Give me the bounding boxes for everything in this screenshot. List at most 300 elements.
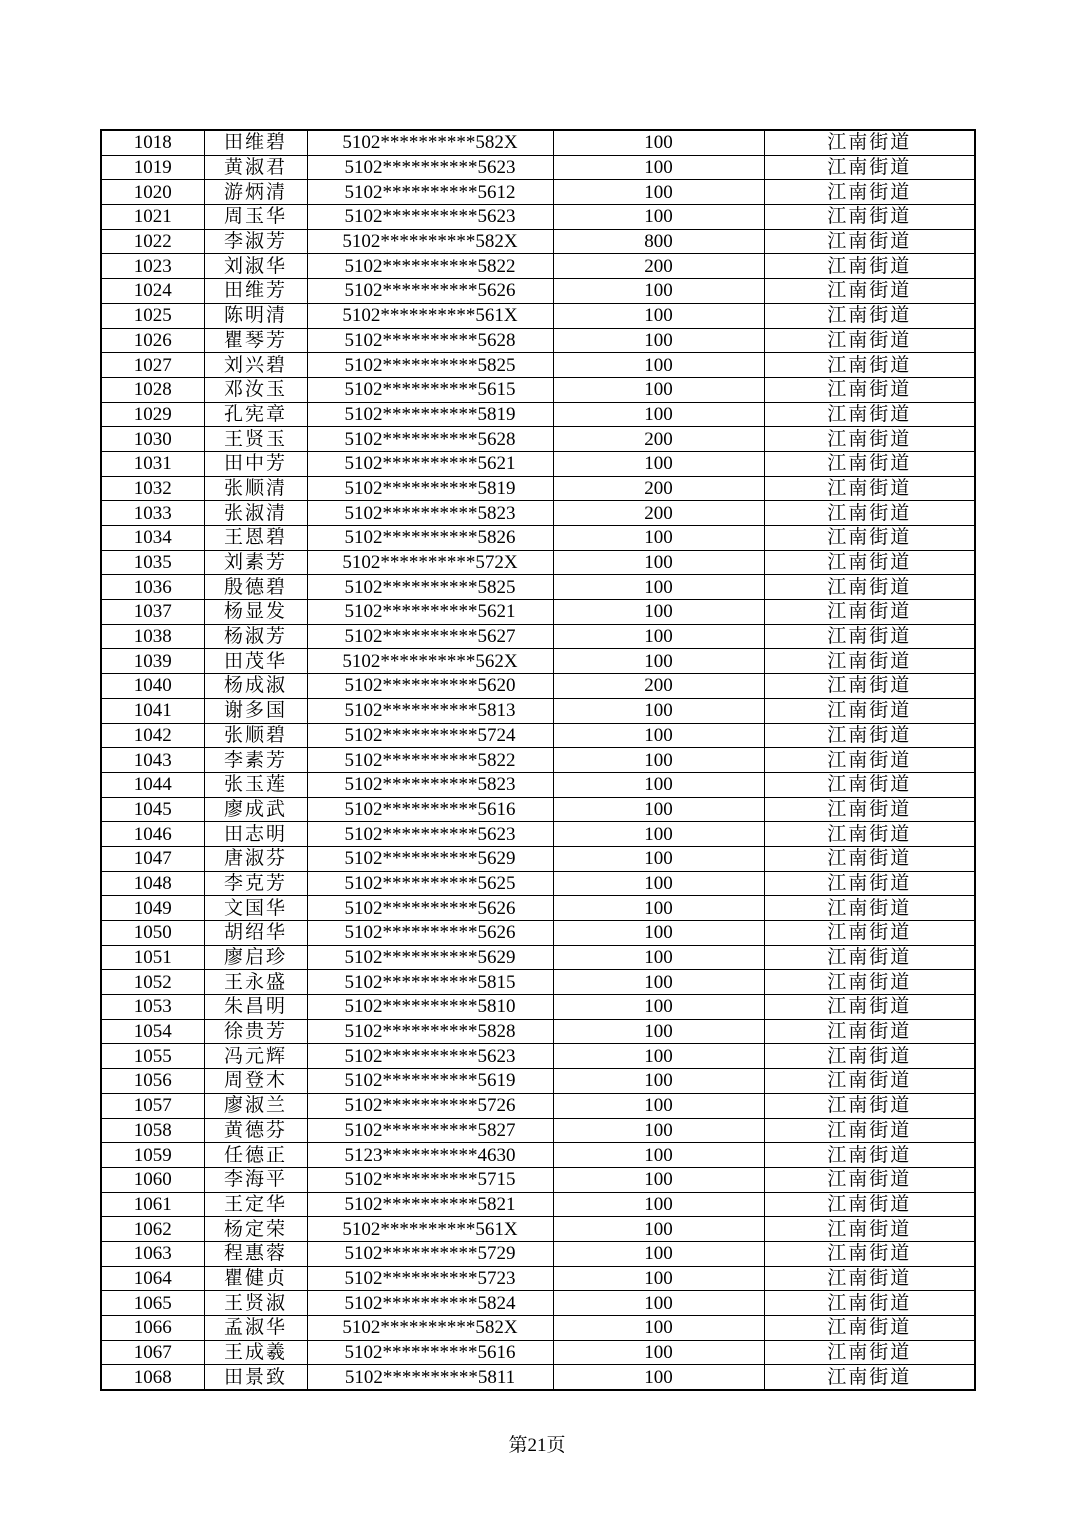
name-cell: 孔宪章 bbox=[204, 402, 307, 427]
street-cell: 江南街道 bbox=[764, 575, 975, 600]
row-number-cell: 1023 bbox=[101, 254, 204, 279]
id-number-cell: 5102**********5821 bbox=[307, 1192, 553, 1217]
table-row bbox=[101, 180, 975, 205]
street-cell: 江南街道 bbox=[764, 1316, 975, 1341]
row-number-cell: 1067 bbox=[101, 1340, 204, 1365]
id-number-cell: 5102**********5626 bbox=[307, 921, 553, 946]
street-cell: 江南街道 bbox=[764, 130, 975, 155]
table-row bbox=[101, 1192, 975, 1217]
amount-cell: 100 bbox=[553, 624, 764, 649]
table-row bbox=[101, 1143, 975, 1168]
amount-cell: 100 bbox=[553, 402, 764, 427]
id-number-cell: 5102**********5813 bbox=[307, 698, 553, 723]
table-row bbox=[101, 1118, 975, 1143]
amount-cell: 100 bbox=[553, 822, 764, 847]
street-cell: 江南街道 bbox=[764, 1143, 975, 1168]
row-number-cell: 1038 bbox=[101, 624, 204, 649]
street-cell: 江南街道 bbox=[764, 254, 975, 279]
row-number-cell: 1055 bbox=[101, 1044, 204, 1069]
id-number-cell: 5102**********5729 bbox=[307, 1241, 553, 1266]
id-number-cell: 5102**********5623 bbox=[307, 1044, 553, 1069]
name-cell: 刘素芳 bbox=[204, 550, 307, 575]
id-number-cell: 5102**********5826 bbox=[307, 526, 553, 551]
row-number-cell: 1026 bbox=[101, 328, 204, 353]
street-cell: 江南街道 bbox=[764, 822, 975, 847]
id-number-cell: 5102**********5623 bbox=[307, 155, 553, 180]
table-row bbox=[101, 1365, 975, 1390]
amount-cell: 100 bbox=[553, 328, 764, 353]
table-row bbox=[101, 254, 975, 279]
id-number-cell: 5102**********5715 bbox=[307, 1167, 553, 1192]
amount-cell: 100 bbox=[553, 1167, 764, 1192]
table-row bbox=[101, 822, 975, 847]
name-cell: 瞿健贞 bbox=[204, 1266, 307, 1291]
amount-cell: 100 bbox=[553, 772, 764, 797]
street-cell: 江南街道 bbox=[764, 871, 975, 896]
table-row bbox=[101, 155, 975, 180]
name-cell: 孟淑华 bbox=[204, 1316, 307, 1341]
street-cell: 江南街道 bbox=[764, 674, 975, 699]
table-body bbox=[101, 130, 975, 1390]
id-number-cell: 5102**********5616 bbox=[307, 797, 553, 822]
name-cell: 田维芳 bbox=[204, 279, 307, 304]
table-row bbox=[101, 501, 975, 526]
name-cell: 廖启珍 bbox=[204, 945, 307, 970]
row-number-cell: 1024 bbox=[101, 279, 204, 304]
amount-cell: 100 bbox=[553, 279, 764, 304]
id-number-cell: 5102**********5615 bbox=[307, 377, 553, 402]
amount-cell: 100 bbox=[553, 1118, 764, 1143]
amount-cell: 200 bbox=[553, 674, 764, 699]
id-number-cell: 5102**********5819 bbox=[307, 402, 553, 427]
table-row bbox=[101, 1340, 975, 1365]
amount-cell: 100 bbox=[553, 871, 764, 896]
amount-cell: 100 bbox=[553, 698, 764, 723]
amount-cell: 100 bbox=[553, 130, 764, 155]
table-row bbox=[101, 921, 975, 946]
row-number-cell: 1062 bbox=[101, 1217, 204, 1242]
name-cell: 张玉莲 bbox=[204, 772, 307, 797]
amount-cell: 100 bbox=[553, 1217, 764, 1242]
street-cell: 江南街道 bbox=[764, 1167, 975, 1192]
table-row bbox=[101, 871, 975, 896]
name-cell: 李海平 bbox=[204, 1167, 307, 1192]
row-number-cell: 1058 bbox=[101, 1118, 204, 1143]
amount-cell: 100 bbox=[553, 1069, 764, 1094]
street-cell: 江南街道 bbox=[764, 1241, 975, 1266]
table-row bbox=[101, 624, 975, 649]
name-cell: 王定华 bbox=[204, 1192, 307, 1217]
id-number-cell: 5102**********5819 bbox=[307, 476, 553, 501]
id-number-cell: 5102**********5824 bbox=[307, 1291, 553, 1316]
table-row bbox=[101, 427, 975, 452]
table-row bbox=[101, 945, 975, 970]
id-number-cell: 5102**********582X bbox=[307, 1316, 553, 1341]
street-cell: 江南街道 bbox=[764, 1019, 975, 1044]
name-cell: 陈明清 bbox=[204, 303, 307, 328]
table-row bbox=[101, 377, 975, 402]
row-number-cell: 1027 bbox=[101, 353, 204, 378]
street-cell: 江南街道 bbox=[764, 427, 975, 452]
amount-cell: 100 bbox=[553, 846, 764, 871]
row-number-cell: 1051 bbox=[101, 945, 204, 970]
row-number-cell: 1035 bbox=[101, 550, 204, 575]
name-cell: 田景致 bbox=[204, 1365, 307, 1390]
street-cell: 江南街道 bbox=[764, 550, 975, 575]
row-number-cell: 1052 bbox=[101, 970, 204, 995]
table-row bbox=[101, 723, 975, 748]
amount-cell: 100 bbox=[553, 1019, 764, 1044]
row-number-cell: 1066 bbox=[101, 1316, 204, 1341]
row-number-cell: 1018 bbox=[101, 130, 204, 155]
street-cell: 江南街道 bbox=[764, 896, 975, 921]
name-cell: 刘淑华 bbox=[204, 254, 307, 279]
street-cell: 江南街道 bbox=[764, 748, 975, 773]
row-number-cell: 1068 bbox=[101, 1365, 204, 1390]
street-cell: 江南街道 bbox=[764, 846, 975, 871]
amount-cell: 100 bbox=[553, 1365, 764, 1390]
amount-cell: 100 bbox=[553, 451, 764, 476]
street-cell: 江南街道 bbox=[764, 526, 975, 551]
amount-cell: 100 bbox=[553, 353, 764, 378]
street-cell: 江南街道 bbox=[764, 180, 975, 205]
street-cell: 江南街道 bbox=[764, 1093, 975, 1118]
amount-cell: 100 bbox=[553, 1266, 764, 1291]
street-cell: 江南街道 bbox=[764, 1069, 975, 1094]
name-cell: 杨定荣 bbox=[204, 1217, 307, 1242]
name-cell: 王成羲 bbox=[204, 1340, 307, 1365]
table-row bbox=[101, 303, 975, 328]
amount-cell: 100 bbox=[553, 896, 764, 921]
id-number-cell: 5102**********582X bbox=[307, 229, 553, 254]
page-number: 第21页 bbox=[508, 1435, 566, 1456]
id-number-cell: 5102**********5828 bbox=[307, 1019, 553, 1044]
table-row bbox=[101, 130, 975, 155]
id-number-cell: 5102**********5623 bbox=[307, 205, 553, 230]
street-cell: 江南街道 bbox=[764, 402, 975, 427]
amount-cell: 100 bbox=[553, 748, 764, 773]
name-cell: 程惠蓉 bbox=[204, 1241, 307, 1266]
row-number-cell: 1053 bbox=[101, 995, 204, 1020]
name-cell: 田中芳 bbox=[204, 451, 307, 476]
row-number-cell: 1061 bbox=[101, 1192, 204, 1217]
id-number-cell: 5123**********4630 bbox=[307, 1143, 553, 1168]
table-row bbox=[101, 1217, 975, 1242]
row-number-cell: 1028 bbox=[101, 377, 204, 402]
name-cell: 游炳清 bbox=[204, 180, 307, 205]
amount-cell: 100 bbox=[553, 797, 764, 822]
row-number-cell: 1056 bbox=[101, 1069, 204, 1094]
row-number-cell: 1049 bbox=[101, 896, 204, 921]
id-number-cell: 5102**********572X bbox=[307, 550, 553, 575]
table-row bbox=[101, 328, 975, 353]
table-row bbox=[101, 970, 975, 995]
name-cell: 徐贵芳 bbox=[204, 1019, 307, 1044]
table-row bbox=[101, 526, 975, 551]
row-number-cell: 1029 bbox=[101, 402, 204, 427]
name-cell: 王恩碧 bbox=[204, 526, 307, 551]
name-cell: 殷德碧 bbox=[204, 575, 307, 600]
name-cell: 邓汝玉 bbox=[204, 377, 307, 402]
table-row bbox=[101, 1266, 975, 1291]
name-cell: 田茂华 bbox=[204, 649, 307, 674]
row-number-cell: 1041 bbox=[101, 698, 204, 723]
name-cell: 田志明 bbox=[204, 822, 307, 847]
street-cell: 江南街道 bbox=[764, 229, 975, 254]
table-row bbox=[101, 600, 975, 625]
amount-cell: 100 bbox=[553, 550, 764, 575]
table-row bbox=[101, 1316, 975, 1341]
amount-cell: 100 bbox=[553, 723, 764, 748]
table-row bbox=[101, 451, 975, 476]
id-number-cell: 5102**********5825 bbox=[307, 353, 553, 378]
row-number-cell: 1048 bbox=[101, 871, 204, 896]
id-number-cell: 5102**********5625 bbox=[307, 871, 553, 896]
name-cell: 冯元辉 bbox=[204, 1044, 307, 1069]
row-number-cell: 1032 bbox=[101, 476, 204, 501]
street-cell: 江南街道 bbox=[764, 1365, 975, 1390]
id-number-cell: 5102**********5627 bbox=[307, 624, 553, 649]
table-row bbox=[101, 772, 975, 797]
row-number-cell: 1021 bbox=[101, 205, 204, 230]
name-cell: 张淑清 bbox=[204, 501, 307, 526]
street-cell: 江南街道 bbox=[764, 1118, 975, 1143]
table-row bbox=[101, 995, 975, 1020]
id-number-cell: 5102**********5616 bbox=[307, 1340, 553, 1365]
row-number-cell: 1034 bbox=[101, 526, 204, 551]
table-row bbox=[101, 797, 975, 822]
street-cell: 江南街道 bbox=[764, 1340, 975, 1365]
amount-cell: 100 bbox=[553, 155, 764, 180]
table-row bbox=[101, 1019, 975, 1044]
row-number-cell: 1063 bbox=[101, 1241, 204, 1266]
table-row bbox=[101, 1167, 975, 1192]
id-number-cell: 5102**********5823 bbox=[307, 501, 553, 526]
row-number-cell: 1046 bbox=[101, 822, 204, 847]
amount-cell: 200 bbox=[553, 427, 764, 452]
row-number-cell: 1045 bbox=[101, 797, 204, 822]
table-row bbox=[101, 748, 975, 773]
amount-cell: 100 bbox=[553, 575, 764, 600]
row-number-cell: 1030 bbox=[101, 427, 204, 452]
street-cell: 江南街道 bbox=[764, 476, 975, 501]
name-cell: 王贤淑 bbox=[204, 1291, 307, 1316]
name-cell: 唐淑芬 bbox=[204, 846, 307, 871]
id-number-cell: 5102**********561X bbox=[307, 1217, 553, 1242]
table-row bbox=[101, 229, 975, 254]
street-cell: 江南街道 bbox=[764, 205, 975, 230]
street-cell: 江南街道 bbox=[764, 723, 975, 748]
amount-cell: 100 bbox=[553, 303, 764, 328]
row-number-cell: 1047 bbox=[101, 846, 204, 871]
row-number-cell: 1050 bbox=[101, 921, 204, 946]
id-number-cell: 5102**********5810 bbox=[307, 995, 553, 1020]
name-cell: 张顺清 bbox=[204, 476, 307, 501]
row-number-cell: 1037 bbox=[101, 600, 204, 625]
amount-cell: 100 bbox=[553, 921, 764, 946]
name-cell: 廖成武 bbox=[204, 797, 307, 822]
id-number-cell: 5102**********5628 bbox=[307, 328, 553, 353]
name-cell: 李克芳 bbox=[204, 871, 307, 896]
id-number-cell: 5102**********5626 bbox=[307, 279, 553, 304]
table-row bbox=[101, 1241, 975, 1266]
amount-cell: 100 bbox=[553, 1316, 764, 1341]
street-cell: 江南街道 bbox=[764, 1217, 975, 1242]
id-number-cell: 5102**********5619 bbox=[307, 1069, 553, 1094]
street-cell: 江南街道 bbox=[764, 353, 975, 378]
row-number-cell: 1020 bbox=[101, 180, 204, 205]
name-cell: 张顺碧 bbox=[204, 723, 307, 748]
street-cell: 江南街道 bbox=[764, 328, 975, 353]
name-cell: 李素芳 bbox=[204, 748, 307, 773]
street-cell: 江南街道 bbox=[764, 451, 975, 476]
name-cell: 王贤玉 bbox=[204, 427, 307, 452]
table-row bbox=[101, 1093, 975, 1118]
id-number-cell: 5102**********5827 bbox=[307, 1118, 553, 1143]
row-number-cell: 1044 bbox=[101, 772, 204, 797]
table-row bbox=[101, 1069, 975, 1094]
id-number-cell: 5102**********562X bbox=[307, 649, 553, 674]
street-cell: 江南街道 bbox=[764, 1192, 975, 1217]
amount-cell: 100 bbox=[553, 1093, 764, 1118]
id-number-cell: 5102**********5623 bbox=[307, 822, 553, 847]
amount-cell: 100 bbox=[553, 526, 764, 551]
amount-cell: 100 bbox=[553, 649, 764, 674]
street-cell: 江南街道 bbox=[764, 698, 975, 723]
row-number-cell: 1057 bbox=[101, 1093, 204, 1118]
street-cell: 江南街道 bbox=[764, 945, 975, 970]
table-row bbox=[101, 279, 975, 304]
row-number-cell: 1042 bbox=[101, 723, 204, 748]
table-row bbox=[101, 402, 975, 427]
table-row bbox=[101, 205, 975, 230]
name-cell: 黄淑君 bbox=[204, 155, 307, 180]
street-cell: 江南街道 bbox=[764, 921, 975, 946]
table-row bbox=[101, 674, 975, 699]
street-cell: 江南街道 bbox=[764, 797, 975, 822]
name-cell: 朱昌明 bbox=[204, 995, 307, 1020]
row-number-cell: 1060 bbox=[101, 1167, 204, 1192]
table-row bbox=[101, 1291, 975, 1316]
name-cell: 周登木 bbox=[204, 1069, 307, 1094]
amount-cell: 100 bbox=[553, 600, 764, 625]
row-number-cell: 1040 bbox=[101, 674, 204, 699]
amount-cell: 100 bbox=[553, 1241, 764, 1266]
street-cell: 江南街道 bbox=[764, 1044, 975, 1069]
id-number-cell: 5102**********5620 bbox=[307, 674, 553, 699]
name-cell: 杨淑芳 bbox=[204, 624, 307, 649]
street-cell: 江南街道 bbox=[764, 600, 975, 625]
id-number-cell: 5102**********5629 bbox=[307, 846, 553, 871]
name-cell: 刘兴碧 bbox=[204, 353, 307, 378]
row-number-cell: 1022 bbox=[101, 229, 204, 254]
amount-cell: 100 bbox=[553, 1291, 764, 1316]
name-cell: 瞿琴芳 bbox=[204, 328, 307, 353]
street-cell: 江南街道 bbox=[764, 1291, 975, 1316]
name-cell: 田维碧 bbox=[204, 130, 307, 155]
amount-cell: 200 bbox=[553, 501, 764, 526]
id-number-cell: 5102**********5621 bbox=[307, 600, 553, 625]
table-row bbox=[101, 846, 975, 871]
name-cell: 李淑芳 bbox=[204, 229, 307, 254]
table-row bbox=[101, 649, 975, 674]
id-number-cell: 5102**********5822 bbox=[307, 254, 553, 279]
name-cell: 谢多国 bbox=[204, 698, 307, 723]
amount-cell: 100 bbox=[553, 180, 764, 205]
row-number-cell: 1036 bbox=[101, 575, 204, 600]
amount-cell: 100 bbox=[553, 377, 764, 402]
table-row bbox=[101, 550, 975, 575]
id-number-cell: 5102**********5825 bbox=[307, 575, 553, 600]
name-cell: 任德正 bbox=[204, 1143, 307, 1168]
street-cell: 江南街道 bbox=[764, 1266, 975, 1291]
amount-cell: 100 bbox=[553, 1192, 764, 1217]
name-cell: 胡绍华 bbox=[204, 921, 307, 946]
id-number-cell: 5102**********5811 bbox=[307, 1365, 553, 1390]
amount-cell: 100 bbox=[553, 1044, 764, 1069]
data-table bbox=[100, 129, 976, 1391]
name-cell: 文国华 bbox=[204, 896, 307, 921]
id-number-cell: 5102**********5628 bbox=[307, 427, 553, 452]
id-number-cell: 5102**********5823 bbox=[307, 772, 553, 797]
id-number-cell: 5102**********5612 bbox=[307, 180, 553, 205]
street-cell: 江南街道 bbox=[764, 624, 975, 649]
table-row bbox=[101, 1044, 975, 1069]
amount-cell: 100 bbox=[553, 945, 764, 970]
row-number-cell: 1043 bbox=[101, 748, 204, 773]
id-number-cell: 5102**********561X bbox=[307, 303, 553, 328]
id-number-cell: 5102**********5815 bbox=[307, 970, 553, 995]
id-number-cell: 5102**********5621 bbox=[307, 451, 553, 476]
amount-cell: 100 bbox=[553, 1143, 764, 1168]
table-row bbox=[101, 353, 975, 378]
street-cell: 江南街道 bbox=[764, 649, 975, 674]
row-number-cell: 1033 bbox=[101, 501, 204, 526]
amount-cell: 800 bbox=[553, 229, 764, 254]
name-cell: 黄德芬 bbox=[204, 1118, 307, 1143]
street-cell: 江南街道 bbox=[764, 279, 975, 304]
name-cell: 王永盛 bbox=[204, 970, 307, 995]
id-number-cell: 5102**********582X bbox=[307, 130, 553, 155]
amount-cell: 100 bbox=[553, 970, 764, 995]
row-number-cell: 1039 bbox=[101, 649, 204, 674]
row-number-cell: 1025 bbox=[101, 303, 204, 328]
street-cell: 江南街道 bbox=[764, 501, 975, 526]
table-row bbox=[101, 476, 975, 501]
id-number-cell: 5102**********5626 bbox=[307, 896, 553, 921]
name-cell: 杨显发 bbox=[204, 600, 307, 625]
row-number-cell: 1031 bbox=[101, 451, 204, 476]
street-cell: 江南街道 bbox=[764, 155, 975, 180]
amount-cell: 200 bbox=[553, 476, 764, 501]
amount-cell: 100 bbox=[553, 995, 764, 1020]
id-number-cell: 5102**********5723 bbox=[307, 1266, 553, 1291]
street-cell: 江南街道 bbox=[764, 995, 975, 1020]
name-cell: 周玉华 bbox=[204, 205, 307, 230]
row-number-cell: 1065 bbox=[101, 1291, 204, 1316]
row-number-cell: 1054 bbox=[101, 1019, 204, 1044]
street-cell: 江南街道 bbox=[764, 377, 975, 402]
street-cell: 江南街道 bbox=[764, 303, 975, 328]
id-number-cell: 5102**********5822 bbox=[307, 748, 553, 773]
id-number-cell: 5102**********5726 bbox=[307, 1093, 553, 1118]
amount-cell: 100 bbox=[553, 205, 764, 230]
amount-cell: 100 bbox=[553, 1340, 764, 1365]
row-number-cell: 1059 bbox=[101, 1143, 204, 1168]
table-row bbox=[101, 698, 975, 723]
id-number-cell: 5102**********5629 bbox=[307, 945, 553, 970]
name-cell: 廖淑兰 bbox=[204, 1093, 307, 1118]
